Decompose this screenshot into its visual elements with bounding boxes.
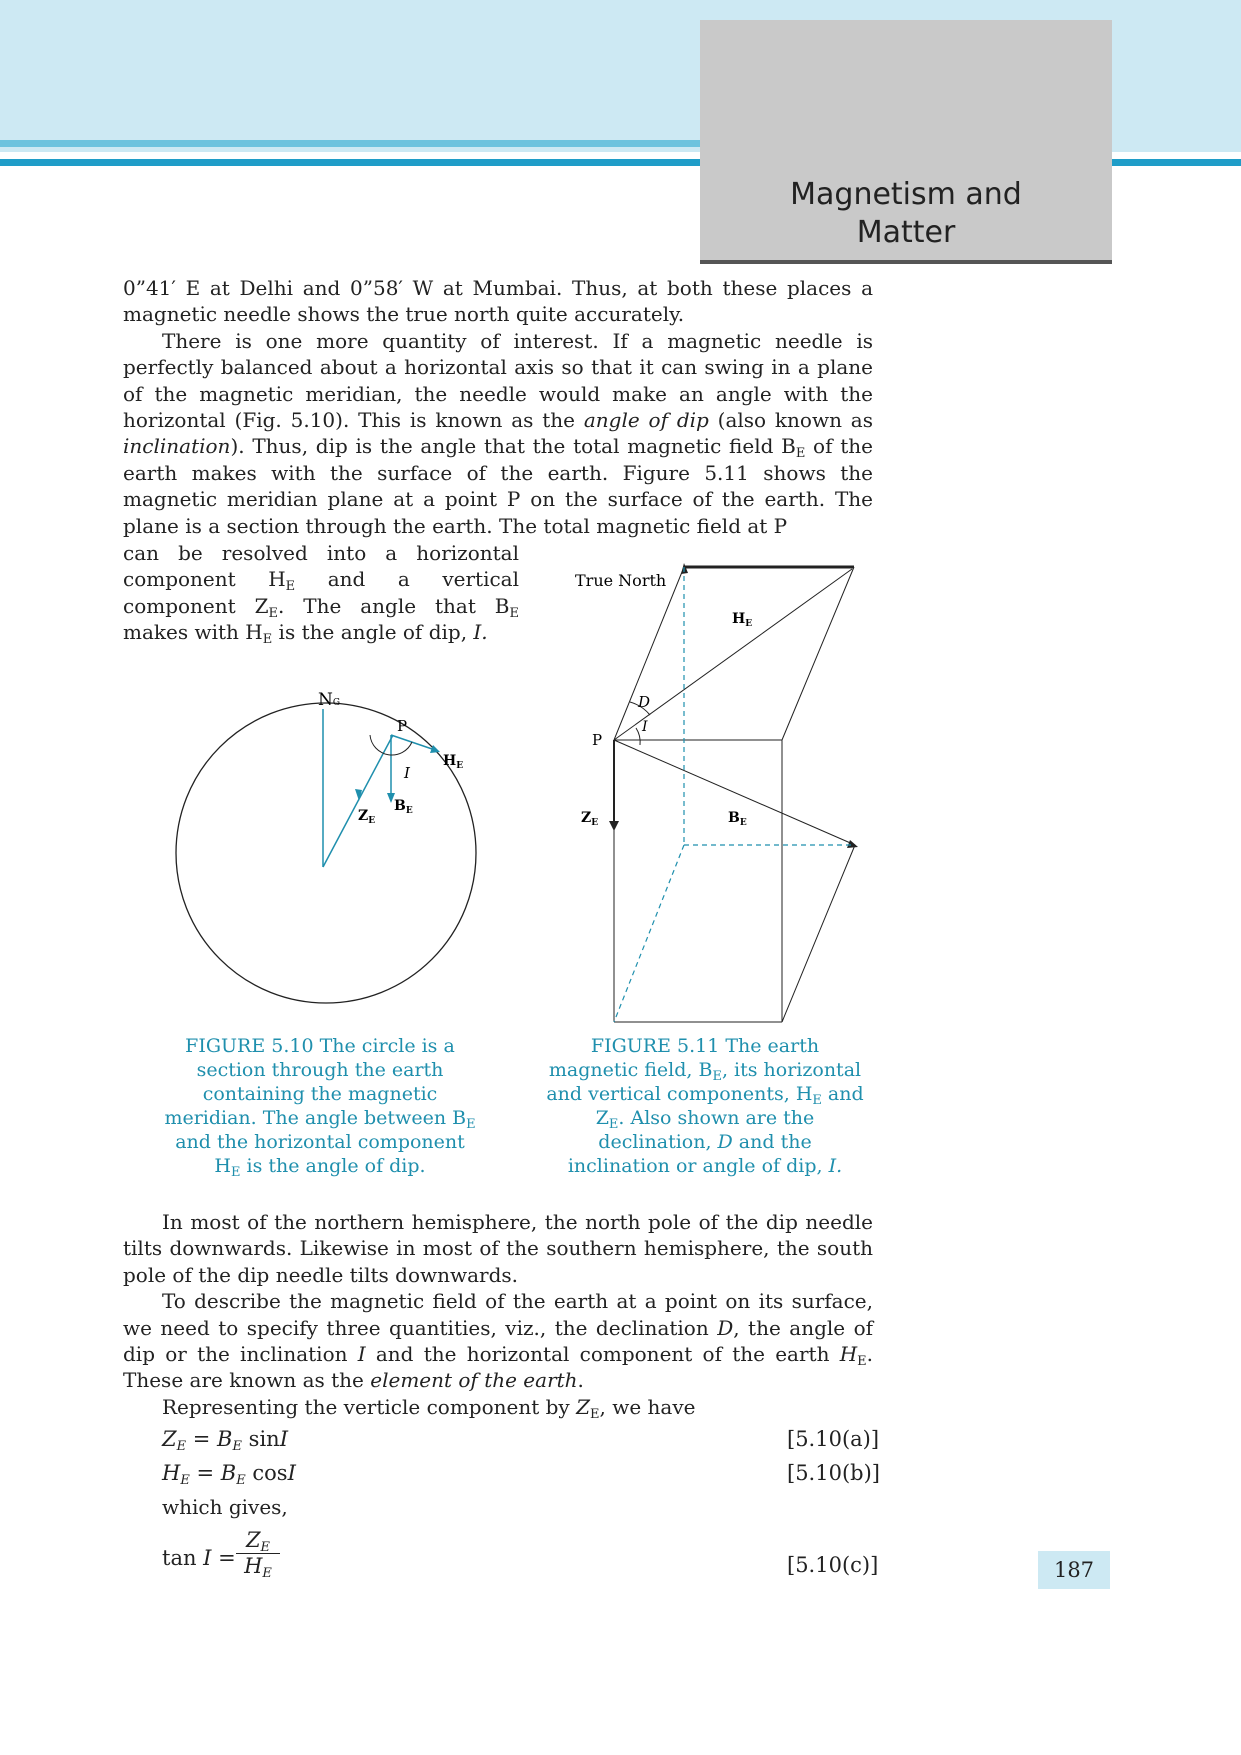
meridian-dashed-diagonal xyxy=(614,845,684,1022)
point-p-label: P xyxy=(592,731,603,749)
north-label: NG xyxy=(318,690,341,710)
equation-c-fraction xyxy=(236,1528,280,1581)
paragraph-6: Representing the verticle component by $Z_E$, we have xyxy=(162,1394,696,1422)
equation-c-number: [5.10(c)] xyxy=(787,1553,879,1577)
lower-plane-edge xyxy=(782,845,855,1022)
be-label: $B_E$ xyxy=(728,810,747,828)
fraction-denominator: $H_E$ xyxy=(244,1554,272,1581)
figure-5-10-caption: FIGURE 5.10 The circle is a section through the earth containing the magnetic meridian. The angle between $B_E$ and the horizontal component $H_E$ is the angle of dip. xyxy=(164,1035,476,1180)
declination-d-label: D xyxy=(638,693,651,711)
paragraph-3: can be resolved into a horizontal component $H_E$ and a vertical component $Z_E$. The angle that $B_E$ makes with $H_E$ is the angle of dip, I. xyxy=(123,541,519,648)
ze-label: $Z_E$ xyxy=(581,810,599,828)
equation-c-lhs: tan I = xyxy=(162,1546,236,1570)
equation-b-number: [5.10(b)] xyxy=(787,1461,880,1485)
chapter-title-box xyxy=(700,20,1112,264)
body-text-bottom xyxy=(123,1209,873,1420)
he-label: $H_E$ xyxy=(732,611,753,629)
paragraph-5: To describe the magnetic field of the earth at a point on its surface, we need to specify three quantities, viz., the declination D, the angle of dip or the inclination I and the horizontal component of the earth $H_E$. These are known as the element of the earth. xyxy=(123,1289,874,1393)
ze-label: $Z_E$ xyxy=(358,808,376,826)
inclination-arc xyxy=(636,728,640,745)
figure-5-11-diagram xyxy=(570,555,870,1035)
paragraph-2: There is one more quantity of interest. If a magnetic needle is perfectly balanced about a horizontal axis so that it can swing in a plane of the magnetic meridian, the needle would make an angle with the horizontal (Fig. 5.10). This is known as the angle of dip (also known as inclination). Thus, dip is the angle that the total magnetic field $B_E$ of the earth makes with the surface of the earth. Figure 5.11 shows the magnetic meridian plane at a point P on the surface of the earth. The plane is a section through the earth. The total magnetic field at P xyxy=(123,328,873,538)
horizontal-he-line xyxy=(391,735,438,751)
body-text-top xyxy=(123,275,873,539)
be-label: $B_E$ xyxy=(394,798,413,816)
header-rule-top xyxy=(0,140,700,147)
point-p-label: P xyxy=(397,717,408,735)
equation-b: $H_E = B_E$ cosI xyxy=(162,1461,296,1488)
equation-a: $Z_E = B_E$ sinI xyxy=(162,1427,288,1454)
paragraph-1: 0”41′ E at Delhi and 0”58′ W at Mumbai. Thus, at both these places a magnetic needle shows the true north quite accurately. xyxy=(123,276,873,327)
true-north-label: True North xyxy=(575,571,667,590)
figure-5-10-diagram xyxy=(160,685,490,1025)
equation-a-number: [5.10(a)] xyxy=(787,1427,880,1451)
which-gives: which gives, xyxy=(162,1495,288,1519)
angle-i-label: I xyxy=(404,764,410,782)
figure-5-11-caption: FIGURE 5.11 The earth magnetic field, $B_E$, its horizontal and vertical components, $H_E$ and $Z_E$. Also shown are the declination, D and the inclination or angle of dip, I. xyxy=(546,1035,864,1177)
inclination-i-label: I xyxy=(642,719,648,735)
chapter-title: Magnetism and Matter xyxy=(790,177,1022,250)
ze-arrow xyxy=(609,821,619,831)
he-label: $H_E$ xyxy=(443,753,464,771)
paragraph-4: In most of the northern hemisphere, the north pole of the dip needle tilts downwards. Likewise in most of the southern hemisphere, the south pole of the dip needle tilts downwards. xyxy=(123,1210,873,1287)
be-arrow xyxy=(847,840,858,848)
fraction-numerator: $Z_E$ xyxy=(236,1528,280,1554)
page-number: 187 xyxy=(1038,1551,1110,1589)
be-diagonal-line xyxy=(614,740,855,845)
field-be-line xyxy=(323,735,393,867)
